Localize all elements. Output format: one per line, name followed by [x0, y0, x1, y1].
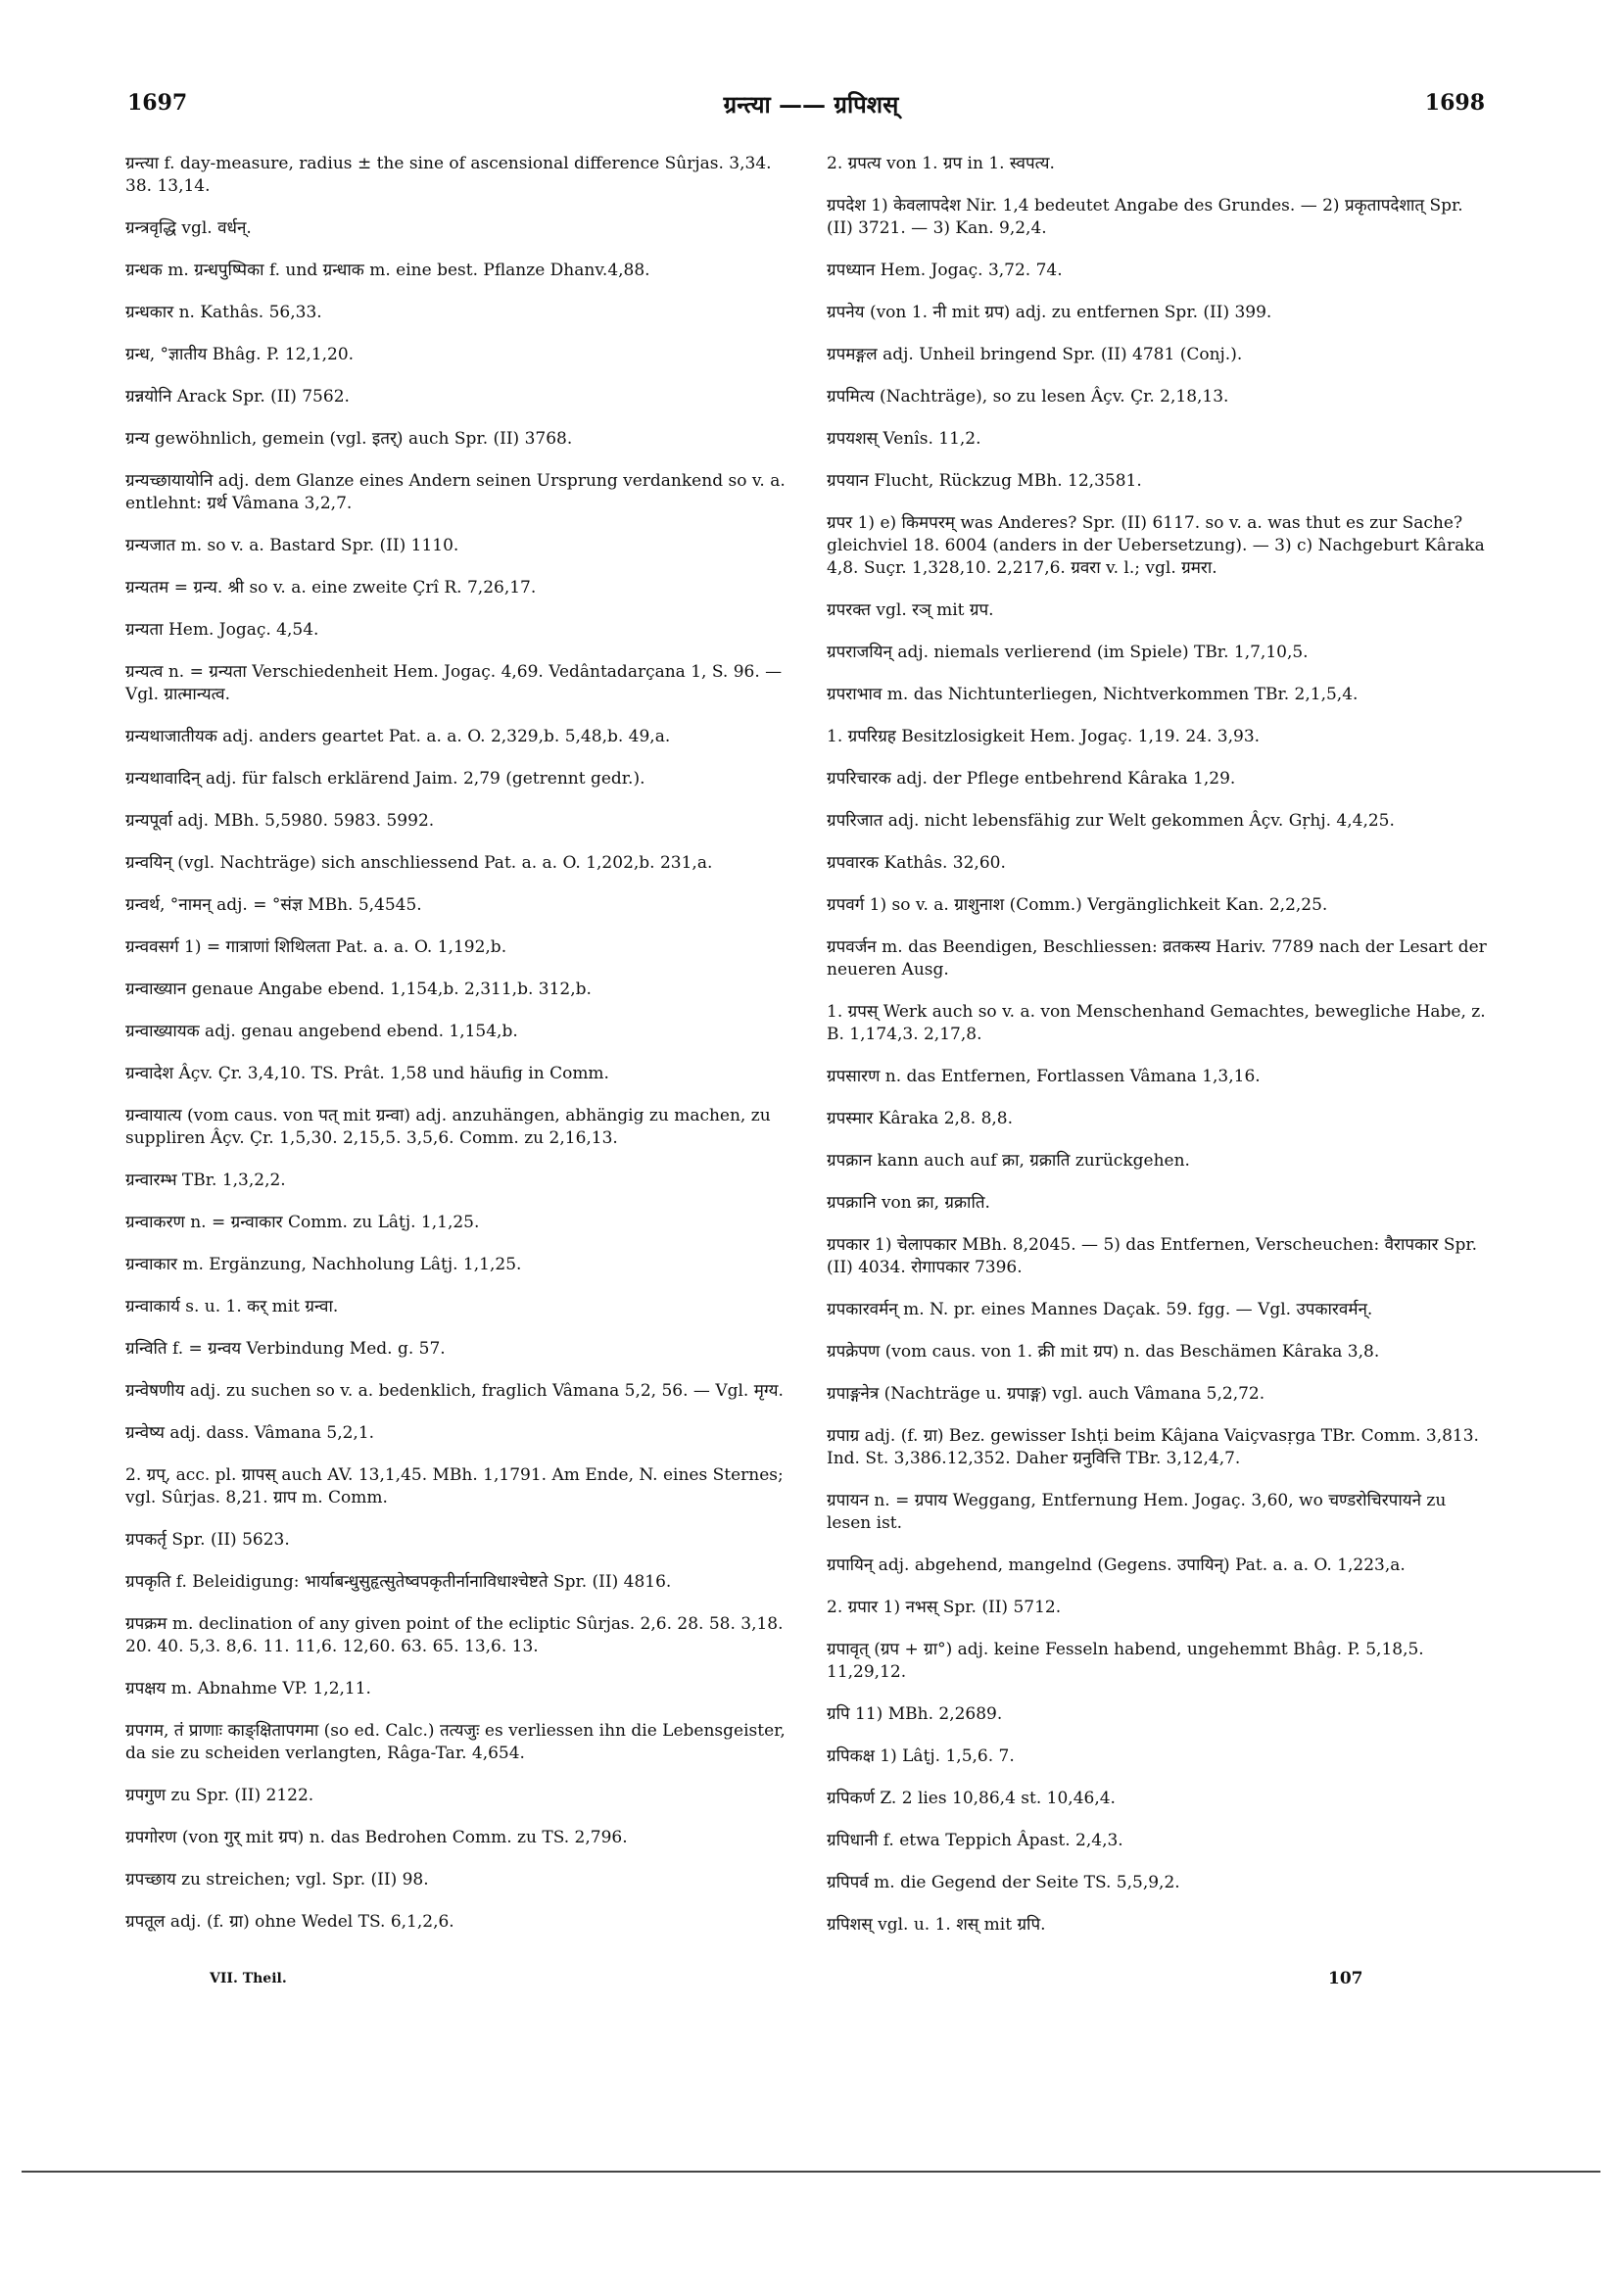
dictionary-entry: ग्रपकर्तृ Spr. (II) 5623. [125, 1530, 290, 1550]
dictionary-entry: ग्रन्य gewöhnlich, gemein (vgl. इतर्) auch Spr. (II) 3768. [125, 429, 573, 449]
dictionary-entry: 2. ग्रप्, acc. pl. ग्रापस् auch AV. 13,1,45. MBh. 1,1791. Am Ende, N. eines Sternes; vgl. Sûrjas. 8,21. ग्राप m. Comm. [125, 1465, 784, 1507]
dictionary-entry: ग्रपध्यान Hem. Jogaç. 3,72. 74. [827, 261, 1063, 280]
dictionary-entry: ग्रपकार 1) चेलापकार MBh. 8,2045. — 5) das Entfernen, Verscheuchen: वैरापकार Spr. (II) 4034. रोगापकार 7396. [827, 1235, 1478, 1277]
dictionary-entry: ग्रपिशस् vgl. u. 1. शस् mit ग्रपि. [827, 1915, 1046, 1935]
dictionary-entry: ग्रपक्रम m. declination of any given point of the ecliptic Sûrjas. 2,6. 28. 58. 3,18. 20. 40. 5,3. 8,6. 11. 11,6. 12,60. 63. 65. 13,6. 13. [125, 1614, 784, 1656]
dictionary-entry: ग्रपिपर्व m. die Gegend der Seite TS. 5,5,9,2. [827, 1873, 1180, 1892]
dictionary-entry: ग्रन्त्या f. day-measure, radius ± the sine of ascensional difference Sûrjas. 3,34. 38. 13,14. [125, 154, 772, 196]
left-page-number: 1697 [127, 90, 188, 116]
dictionary-entry: ग्रपक्षय m. Abnahme VP. 1,2,11. [125, 1679, 371, 1698]
dictionary-entry: ग्रन्वादेश Âçv. Çr. 3,4,10. TS. Prât. 1,58 und häufig in Comm. [125, 1064, 609, 1083]
dictionary-entry: ग्रन्वर्थ, °नामन् adj. = °संज्ञ MBh. 5,4545. [125, 895, 422, 915]
dictionary-entry: ग्रपाङ्गनेत्र (Nachträge u. ग्रपाङ्ग) vgl. auch Vâmana 5,2,72. [827, 1384, 1265, 1404]
dictionary-entry: ग्रपगोरण (von गुर् mit ग्रप) n. das Bedrohen Comm. zu TS. 2,796. [125, 1828, 628, 1847]
dictionary-entry: ग्रपावृत् (ग्रप + ग्रा°) adj. keine Fesseln habend, ungehemmt Bhâg. P. 5,18,5. 11,29,12. [827, 1640, 1424, 1682]
dictionary-entry: ग्रन्वाख्यान genaue Angabe ebend. 1,154,b. 2,311,b. 312,b. [125, 980, 592, 999]
dictionary-entry: ग्रपदेश 1) केवलापदेश Nir. 1,4 bedeutet Angabe des Grundes. — 2) प्रकृतापदेशात् Spr. (II) 3721. — 3) Kan. 9,2,4. [827, 196, 1463, 238]
dictionary-entry: ग्रपनेय (von 1. नी mit ग्रप) adj. zu entfernen Spr. (II) 399. [827, 303, 1272, 322]
dictionary-entry: ग्रपक्रेपण (vom caus. von 1. क्री mit ग्रप) n. das Beschämen Kâraka 3,8. [827, 1342, 1380, 1362]
dictionary-entry: ग्रपरिचारक adj. der Pflege entbehrend Kâraka 1,29. [827, 769, 1236, 789]
dictionary-entry: ग्रपिकक्ष 1) Lâṭj. 1,5,6. 7. [827, 1746, 1015, 1766]
dictionary-entry: ग्रपवर्जन m. das Beendigen, Beschliessen: व्रतकस्य Hariv. 7789 nach der Lesart der neueren Ausg. [827, 937, 1487, 980]
dictionary-entry: ग्रन्त्रवृद्धि vgl. वर्धन्. [125, 218, 252, 238]
dictionary-entry: ग्रपि 11) MBh. 2,2689. [827, 1704, 1003, 1724]
dictionary-entry: ग्रन्यपूर्वा adj. MBh. 5,5980. 5983. 5992. [125, 811, 435, 831]
dictionary-entry: ग्रपमङ्गल adj. Unheil bringend Spr. (II) 4781 (Conj.). [827, 345, 1243, 364]
dictionary-entry: ग्रन्धकार n. Kathâs. 56,33. [125, 303, 322, 322]
dictionary-entry: ग्रपगम, तं प्राणाः काङ्क्षितापगमा (so ed. Calc.) तत्यजुः es verliessen ihn die Lebensgeister, da sie zu scheiden verlangten, Râga-Tar. 4,654. [125, 1721, 786, 1763]
dictionary-entry: ग्रपक्रान kann auch auf क्रा, ग्रक्राति zurückgehen. [827, 1151, 1190, 1171]
dictionary-entry: ग्रपिकर्ण Z. 2 lies 10,86,4 st. 10,46,4. [827, 1789, 1116, 1808]
dictionary-entry: ग्रपवर्ग 1) so v. a. ग्राशुनाश (Comm.) Vergänglichkeit Kan. 2,2,25. [827, 895, 1328, 915]
dictionary-entry: ग्रपगुण zu Spr. (II) 2122. [125, 1786, 314, 1805]
dictionary-entry: ग्रपराजयिन् adj. niemals verlierend (im Spiele) TBr. 1,7,10,5. [827, 643, 1309, 662]
dictionary-entry: ग्रन्वारम्भ TBr. 1,3,2,2. [125, 1171, 286, 1190]
dictionary-entry: 2. ग्रपार 1) नभस् Spr. (II) 5712. [827, 1598, 1062, 1617]
dictionary-entry: ग्रपरक्त vgl. रञ् mit ग्रप. [827, 600, 994, 620]
dictionary-entry: ग्रन्यता Hem. Jogaç. 4,54. [125, 620, 319, 640]
dictionary-entry: ग्रन्वाख्यायक adj. genau angebend ebend. 1,154,b. [125, 1022, 518, 1041]
running-header: ग्रन्त्या —— ग्रपिशस् [723, 90, 899, 119]
dictionary-entry: ग्रन्वाकार्य s. u. 1. कर् mit ग्रन्वा. [125, 1297, 339, 1316]
right-column [827, 153, 1493, 1956]
bottom-rule [22, 2171, 1600, 2173]
left-column [125, 153, 791, 1953]
dictionary-entry: ग्रन्नयोनि Arack Spr. (II) 7562. [125, 387, 350, 407]
dictionary-entry: ग्रन्यतम = ग्रन्य. श्री so v. a. eine zweite Çrî R. 7,26,17. [125, 578, 537, 598]
sheet-signature: 107 [1328, 1969, 1363, 1988]
dictionary-entry: ग्रन्यत्व n. = ग्रन्यता Verschiedenheit Hem. Jogaç. 4,69. Vedântadarçana 1, S. 96. — Vgl. ग्रात्मान्यत्व. [125, 662, 783, 704]
dictionary-entry: ग्रन्वाकार m. Ergänzung, Nachholung Lâṭj. 1,1,25. [125, 1255, 522, 1274]
dictionary-entry: ग्रन्वाकरण n. = ग्रन्वाकार Comm. zu Lâṭj. 1,1,25. [125, 1213, 480, 1232]
dictionary-entry: ग्रपस्मार Kâraka 2,8. 8,8. [827, 1109, 1014, 1128]
dictionary-entry: ग्रपिधानी f. etwa Teppich Âpast. 2,4,3. [827, 1831, 1123, 1850]
dictionary-entry: ग्रन्वायात्य (vom caus. von पत् mit ग्रन्वा) adj. anzuhängen, abhängig zu machen, zu suppliren Âçv. Çr. 1,5,30. 2,15,5. 3,5,6. Comm. zu 2,16,13. [125, 1106, 771, 1148]
dictionary-entry: 1. ग्रपरिग्रह Besitzlosigkeit Hem. Jogaç. 1,19. 24. 3,93. [827, 727, 1261, 746]
dictionary-entry: ग्रपायन n. = ग्रपाय Weggang, Entfernung Hem. Jogaç. 3,60, wo चण्डरोचिरपायने zu lesen ist. [827, 1491, 1447, 1533]
dictionary-entry: ग्रन्वेषणीय adj. zu suchen so v. a. bedenklich, fraglich Vâmana 5,2, 56. — Vgl. मृग्य. [125, 1381, 784, 1401]
dictionary-entry: ग्रपतूल adj. (f. ग्रा) ohne Wedel TS. 6,1,2,6. [125, 1912, 454, 1932]
dictionary-entry: ग्रपरिजात adj. nicht lebensfähig zur Welt gekommen Âçv. Gṛhj. 4,4,25. [827, 811, 1395, 831]
dictionary-entry: ग्रपयान Flucht, Rückzug MBh. 12,3581. [827, 471, 1142, 491]
dictionary-entry: ग्रपवारक Kathâs. 32,60. [827, 853, 1006, 873]
dictionary-entry: ग्रन्यथाजातीयक adj. anders geartet Pat. a. a. O. 2,329,b. 5,48,b. 49,a. [125, 727, 671, 746]
dictionary-entry: ग्रपायिन् adj. abgehend, mangelnd (Gegens. उपायिन्) Pat. a. a. O. 1,223,a. [827, 1555, 1406, 1575]
dictionary-entry: ग्रन्ध, °ज्ञातीय Bhâg. P. 12,1,20. [125, 345, 355, 364]
dictionary-entry: ग्रपसारण n. das Entfernen, Fortlassen Vâmana 1,3,16. [827, 1067, 1261, 1086]
dictionary-entry: ग्रपच्छाय zu streichen; vgl. Spr. (II) 98. [125, 1870, 429, 1889]
dictionary-entry: ग्रन्विति f. = ग्रन्वय Verbindung Med. g. 57. [125, 1339, 446, 1359]
dictionary-entry: ग्रपकृति f. Beleidigung: भार्याबन्धुसुहृत्सुतेष्वपकृतीर्नानाविधाश्चेष्टते Spr. (II) 4816. [125, 1572, 672, 1592]
dictionary-entry: ग्रन्यथावादिन् adj. für falsch erklärend Jaim. 2,79 (getrennt gedr.). [125, 769, 645, 789]
volume-label: VII. Theil. [210, 1971, 287, 1986]
dictionary-entry: ग्रपक्रानि von क्रा, ग्रक्राति. [827, 1193, 990, 1213]
dictionary-entry: ग्रन्यजात m. so v. a. Bastard Spr. (II) 1110. [125, 536, 459, 555]
dictionary-entry: ग्रपराभाव m. das Nichtunterliegen, Nichtverkommen TBr. 2,1,5,4. [827, 685, 1359, 704]
dictionary-entry: ग्रपकारवर्मन् m. N. pr. eines Mannes Daçak. 59. fgg. — Vgl. उपकारवर्मन्. [827, 1300, 1373, 1319]
dictionary-entry: ग्रन्धक m. ग्रन्धपुष्पिका f. und ग्रन्धाक m. eine best. Pflanze Dhanv.4,88. [125, 261, 650, 280]
dictionary-entry: ग्रपर 1) e) किमपरम् was Anderes? Spr. (II) 6117. so v. a. was thut es zur Sache? gleichviel 18. 6004 (anders in der Uebersetzung). — 3) c) Nachgeburt Kâraka 4,8. Suçr. 1,328,10. 2,217,6. ग्रवरा v. l.; vgl. ग्रमरा. [827, 513, 1485, 578]
dictionary-entry: ग्रपाग्र adj. (f. ग्रा) Bez. gewisser Ishṭi beim Kâjana Vaiçvasṛga TBr. Comm. 3,813. Ind. St. 3,386.12,352. Daher ग्रनुवित्ति TBr. 3,12,4,7. [827, 1426, 1479, 1468]
dictionary-entry: ग्रपयशस् Venîs. 11,2. [827, 429, 981, 449]
dictionary-entry: ग्रन्वेष्य adj. dass. Vâmana 5,2,1. [125, 1423, 375, 1443]
dictionary-entry: ग्रन्वयिन् (vgl. Nachträge) sich anschliessend Pat. a. a. O. 1,202,b. 231,a. [125, 853, 713, 873]
dictionary-entry: ग्रपमित्य (Nachträge), so zu lesen Âçv. Çr. 2,18,13. [827, 387, 1229, 407]
dictionary-entry: 1. ग्रपस् Werk auch so v. a. von Menschenhand Gemachtes, bewegliche Habe, z. B. 1,174,3. 2,17,8. [827, 1002, 1486, 1044]
dictionary-entry: ग्रन्यच्छायायोनि adj. dem Glanze eines Andern seinen Ursprung verdankend so v. a. entlehnt: ग्रर्थ Vâmana 3,2,7. [125, 471, 786, 513]
dictionary-entry: ग्रन्ववसर्ग 1) = गात्राणां शिथिलता Pat. a. a. O. 1,192,b. [125, 937, 507, 957]
right-page-number: 1698 [1424, 90, 1485, 116]
dictionary-entry: 2. ग्रपत्य von 1. ग्रप in 1. स्वपत्य. [827, 154, 1055, 173]
